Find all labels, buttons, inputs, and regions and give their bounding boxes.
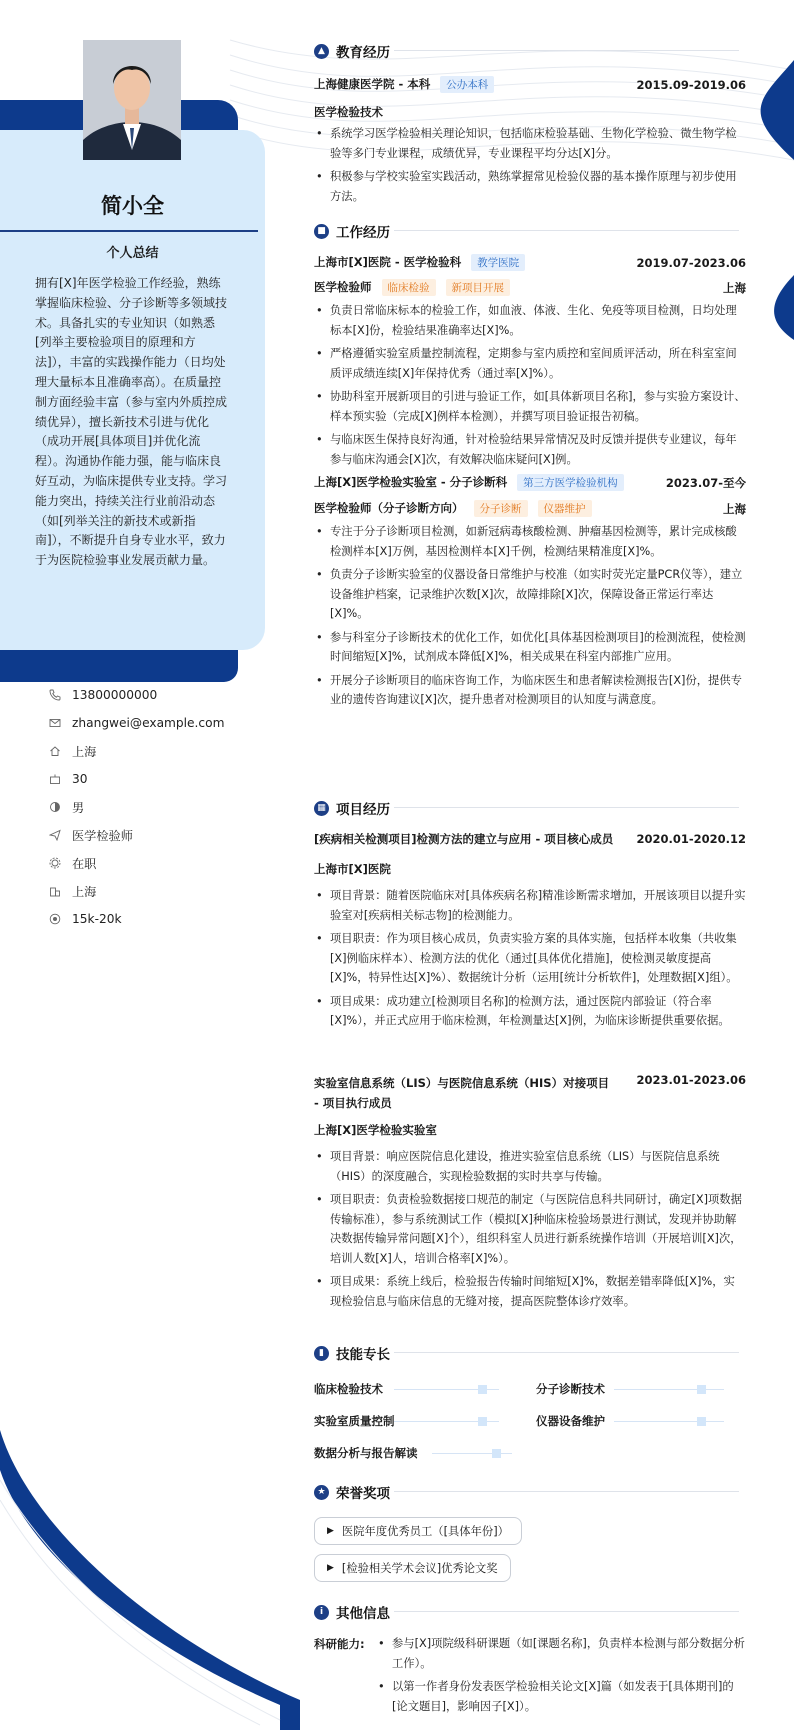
portrait-image bbox=[83, 40, 181, 160]
play-icon: ▶ bbox=[327, 1526, 334, 1536]
skill-level-bar bbox=[614, 1389, 724, 1390]
award-item[interactable]: ▶ [检验相关学术会议]优秀论文奖 bbox=[314, 1554, 511, 1582]
job-1-list bbox=[314, 301, 746, 473]
project-1-name: [疾病相关检测项目]检测方法的建立与应用 - 项目核心成员 bbox=[314, 832, 614, 846]
job-1-role-row bbox=[314, 279, 746, 296]
gender-icon bbox=[48, 800, 62, 814]
job-2-skill-tag: 分子诊断 bbox=[474, 500, 528, 517]
project-2-header bbox=[314, 1073, 746, 1113]
age-value: 30 bbox=[72, 772, 88, 786]
other-divider bbox=[394, 1611, 739, 1612]
school-tag: 公办本科 bbox=[440, 76, 494, 93]
play-icon: ▶ bbox=[327, 1563, 334, 1573]
skill-level-bar bbox=[394, 1389, 499, 1390]
age-icon bbox=[48, 772, 62, 786]
graduation-cap-icon: ▲ bbox=[314, 44, 329, 59]
job-2-skill-tag: 仪器维护 bbox=[538, 500, 592, 517]
education-heading: ▲ 教育经历 bbox=[314, 41, 390, 61]
contact-city bbox=[48, 877, 224, 905]
job-1-tag: 教学医院 bbox=[471, 254, 525, 271]
education-divider bbox=[394, 50, 739, 51]
project-1-list bbox=[314, 886, 746, 1035]
projects-divider bbox=[394, 807, 739, 808]
avatar bbox=[83, 40, 181, 160]
list-item: • 与临床医生保持良好沟通，针对检验结果异常情况及时反馈并提供专业建议，每年参与临床沟通会[X]次，有效解决临床疑问[X]例。 bbox=[314, 430, 746, 469]
job-1-org: 上海市[X]医院 - 医学检验科 bbox=[314, 255, 462, 269]
job-2-header bbox=[314, 474, 746, 491]
list-item: • 项目背景：随着医院临床对[具体疾病名称]精准诊断需求增加，开展该项目以提升实验室对[疾病相关标志物]的检测能力。 bbox=[314, 886, 746, 925]
work-divider bbox=[394, 230, 739, 231]
project-2-org-row bbox=[314, 1122, 746, 1138]
contact-home bbox=[48, 737, 224, 765]
contact-phone bbox=[48, 681, 224, 709]
list-item: • 项目成果：系统上线后，检验报告传输时间缩短[X]%，数据差错率降低[X]%，实现检验信息与临床信息的无缝对接，提高医院整体诊疗效率。 bbox=[314, 1272, 746, 1311]
status-icon bbox=[48, 856, 62, 870]
summary-title: 个人总结 bbox=[106, 246, 159, 261]
city-icon bbox=[48, 884, 62, 898]
contact-email bbox=[48, 709, 224, 737]
job-2-city: 上海 bbox=[723, 501, 746, 516]
job-1-header bbox=[314, 254, 746, 271]
email-value[interactable]: zhangwei@example.com bbox=[72, 716, 225, 730]
project-2-org: 上海[X]医学检验实验室 bbox=[314, 1123, 437, 1137]
project-1-header bbox=[314, 831, 746, 847]
education-list bbox=[314, 124, 746, 210]
projects-heading: ▦ 项目经历 bbox=[314, 798, 390, 818]
major-row bbox=[314, 104, 746, 120]
project-1-org: 上海市[X]医院 bbox=[314, 862, 391, 876]
skill-name: 分子诊断技术 bbox=[536, 1382, 605, 1396]
name-underline bbox=[0, 230, 258, 232]
list-item: • 严格遵循实验室质量控制流程，定期参与室内质控和室间质评活动，所在科室室间质评成绩连续[X]年保持优秀（通过率[X]%）。 bbox=[314, 344, 746, 383]
project-1-date: 2020.01-2020.12 bbox=[636, 832, 746, 846]
job-2-date: 2023.07-至今 bbox=[665, 475, 746, 490]
major-name: 医学检验技术 bbox=[314, 105, 383, 119]
phone-icon bbox=[48, 688, 62, 702]
list-item: • 参与[X]项院级科研课题（如[课题名称]，负责样本检测与部分数据分析工作）。 bbox=[376, 1634, 746, 1673]
list-item: • 项目成果：成功建立[检测项目名称]的检测方法，通过医院内部验证（符合率[X]%），并正式应用于临床检测，年检测量达[X]例，为临床诊断提供重要依据。 bbox=[314, 992, 746, 1031]
job-icon bbox=[48, 828, 62, 842]
education-date: 2015.09-2019.06 bbox=[636, 77, 746, 92]
research-label: 科研能力: bbox=[314, 1637, 365, 1651]
job-2-tag: 第三方医学检验机构 bbox=[517, 474, 624, 491]
person-name: 简小全 bbox=[101, 194, 164, 218]
email-icon bbox=[48, 716, 62, 730]
job-2-role: 医学检验师（分子诊断方向） bbox=[314, 501, 464, 515]
list-item: • 专注于分子诊断项目检测，如新冠病毒核酸检测、肿瘤基因检测等，累计完成核酸检测样本[X]万例，基因检测样本[X]千例，检测结果精准度[X]%。 bbox=[314, 522, 746, 561]
skill-level-marker bbox=[492, 1449, 501, 1458]
skill-level-marker bbox=[478, 1417, 487, 1426]
job-1-skill-tag: 新项目开展 bbox=[446, 279, 511, 296]
list-item: • 负责日常临床标本的检验工作，如血液、体液、生化、免疫等项目检测，日均处理标本[X]份，检验结果准确率达[X]%。 bbox=[314, 301, 746, 340]
job-2-list bbox=[314, 522, 746, 714]
list-item: • 项目职责：作为项目核心成员，负责实验方案的具体实施，包括样本收集（共收集[X]例临床样本）、检测方法的优化（通过[具体优化措施]，使检测灵敏度提高[X]%，特异性达[X]%）、数据统计分析（运用[统计分析软件]，处理数据[X]组）。 bbox=[314, 929, 746, 988]
project-2-list bbox=[314, 1147, 746, 1315]
skill-level-marker bbox=[478, 1385, 487, 1394]
contact-status bbox=[48, 849, 224, 877]
list-item: • 参与科室分子诊断技术的优化工作，如优化[具体基因检测项目]的检测流程，使检测时间缩短[X]%，试剂成本降低[X]%，相关成果在科室内部推广应用。 bbox=[314, 628, 746, 667]
city-value: 上海 bbox=[72, 884, 97, 899]
list-item: • 协助科室开展新项目的引进与验证工作，如[具体新项目名称]，参与实验方案设计、样本预实验（完成[X]例样本检测），并撰写项目验证报告初稿。 bbox=[314, 387, 746, 426]
briefcase-icon: ■ bbox=[314, 224, 329, 239]
job-value: 医学检验师 bbox=[72, 828, 133, 843]
gender-value: 男 bbox=[72, 800, 85, 815]
job-2-role-row bbox=[314, 500, 746, 517]
job-2-org: 上海[X]医学检验实验室 - 分子诊断科 bbox=[314, 475, 508, 489]
skill-level-marker bbox=[697, 1385, 706, 1394]
salary-value: 15k-20k bbox=[72, 912, 122, 926]
list-item: • 积极参与学校实验室实践活动，熟练掌握常见检验仪器的基本操作原理与初步使用方法。 bbox=[314, 167, 746, 206]
skill-name: 实验室质量控制 bbox=[314, 1414, 395, 1428]
info-icon: i bbox=[314, 1605, 329, 1620]
list-item: • 项目背景：响应医院信息化建设，推进实验室信息系统（LIS）与医院信息系统（HIS）的深度融合，实现检验数据的实时共享与传输。 bbox=[314, 1147, 746, 1186]
skill-level-bar bbox=[394, 1421, 499, 1422]
salary-icon bbox=[48, 912, 62, 926]
medal-icon: ★ bbox=[314, 1485, 329, 1500]
home-value: 上海 bbox=[72, 744, 97, 759]
award-item[interactable]: ▶ 医院年度优秀员工（[具体年份]） bbox=[314, 1517, 522, 1545]
job-1-city: 上海 bbox=[723, 280, 746, 295]
grid-icon: ▦ bbox=[314, 801, 329, 816]
job-1-skill-tag: 临床检验 bbox=[382, 279, 436, 296]
phone-value[interactable]: 13800000000 bbox=[72, 688, 158, 702]
work-heading: ■ 工作经历 bbox=[314, 221, 390, 241]
home-icon bbox=[48, 744, 62, 758]
list-item: • 项目职责：负责检验数据接口规范的制定（与医院信息科共同研讨，确定[X]项数据传输标准），参与系统测试工作（模拟[X]种临床检验场景进行测试，发现并协助解决数据传输异常问题[X]个），组织科室人员进行新系统操作培训（开展培训[X]次，培训人数[X]人，培训合格率[X]%）。 bbox=[314, 1190, 746, 1268]
skill-name: 临床检验技术 bbox=[314, 1382, 383, 1396]
contact-job bbox=[48, 821, 224, 849]
summary-text: 拥有[X]年医学检验工作经验，熟练掌握临床检验、分子诊断等多领域技术。具备扎实的专业知识（如熟悉[列举主要检验项目的原理和方法]），丰富的实践操作能力（日均处理大量标本且准确率高）。在质量控制方面经验丰富（参与室内外质控成绩优异），擅长新技术引进与优化（成功开展[具体项目]并优化流程）。沟通协作能力强，能与临床良好互动，为临床提供专业支持。学习能力突出，持续关注行业前沿动态（如[列举关注的新技术或新指南]），不断提升自身专业水平，致力于为医院检验事业发展贡献力量。 bbox=[35, 276, 228, 568]
skill-level-bar bbox=[432, 1453, 512, 1454]
project-2-date: 2023.01-2023.06 bbox=[636, 1073, 746, 1087]
job-1-date: 2019.07-2023.06 bbox=[636, 255, 746, 270]
contact-gender bbox=[48, 793, 224, 821]
skills-divider bbox=[394, 1352, 739, 1353]
sidebar bbox=[0, 0, 265, 1730]
school-name: 上海健康医学院 - 本科 bbox=[314, 77, 431, 91]
list-item: • 系统学习医学检验相关理论知识，包括临床检验基础、生物化学检验、微生物学检验等多门专业课程，成绩优异，专业课程平均分达[X]分。 bbox=[314, 124, 746, 163]
skill-level-bar bbox=[614, 1421, 724, 1422]
contact-age bbox=[48, 765, 224, 793]
chart-icon: ▮ bbox=[314, 1346, 329, 1361]
education-row bbox=[314, 76, 746, 93]
skill-level-marker bbox=[697, 1417, 706, 1426]
awards-divider bbox=[394, 1491, 739, 1492]
other-heading: i 其他信息 bbox=[314, 1602, 390, 1622]
skill-name: 仪器设备维护 bbox=[536, 1414, 605, 1428]
project-2-name: 实验室信息系统（LIS）与医院信息系统（HIS）对接项目 - 项目执行成员 bbox=[314, 1076, 610, 1110]
project-1-org-row bbox=[314, 861, 746, 877]
status-value: 在职 bbox=[72, 856, 97, 871]
awards-heading: ★ 荣誉奖项 bbox=[314, 1482, 390, 1502]
list-item: • 负责分子诊断实验室的仪器设备日常维护与校准（如实时荧光定量PCR仪等），建立设备维护档案，记录维护次数[X]次，故障排除[X]次，保障设备正常运行率达[X]%。 bbox=[314, 565, 746, 624]
list-item: • 开展分子诊断项目的临床咨询工作，为临床医生和患者解读检测报告[X]份，提供专业的遗传咨询建议[X]次，提升患者对检测项目的认知度与满意度。 bbox=[314, 671, 746, 710]
list-item: • 以第一作者身份发表医学检验相关论文[X]篇（如发表于[具体期刊]的[论文题目]，影响因子[X]）。 bbox=[376, 1677, 746, 1716]
job-1-role: 医学检验师 bbox=[314, 280, 372, 294]
research-list bbox=[376, 1634, 746, 1720]
contact-list bbox=[48, 681, 224, 933]
contact-salary bbox=[48, 905, 224, 933]
skills-heading: ▮ 技能专长 bbox=[314, 1343, 390, 1363]
skill-name: 数据分析与报告解读 bbox=[314, 1446, 418, 1460]
